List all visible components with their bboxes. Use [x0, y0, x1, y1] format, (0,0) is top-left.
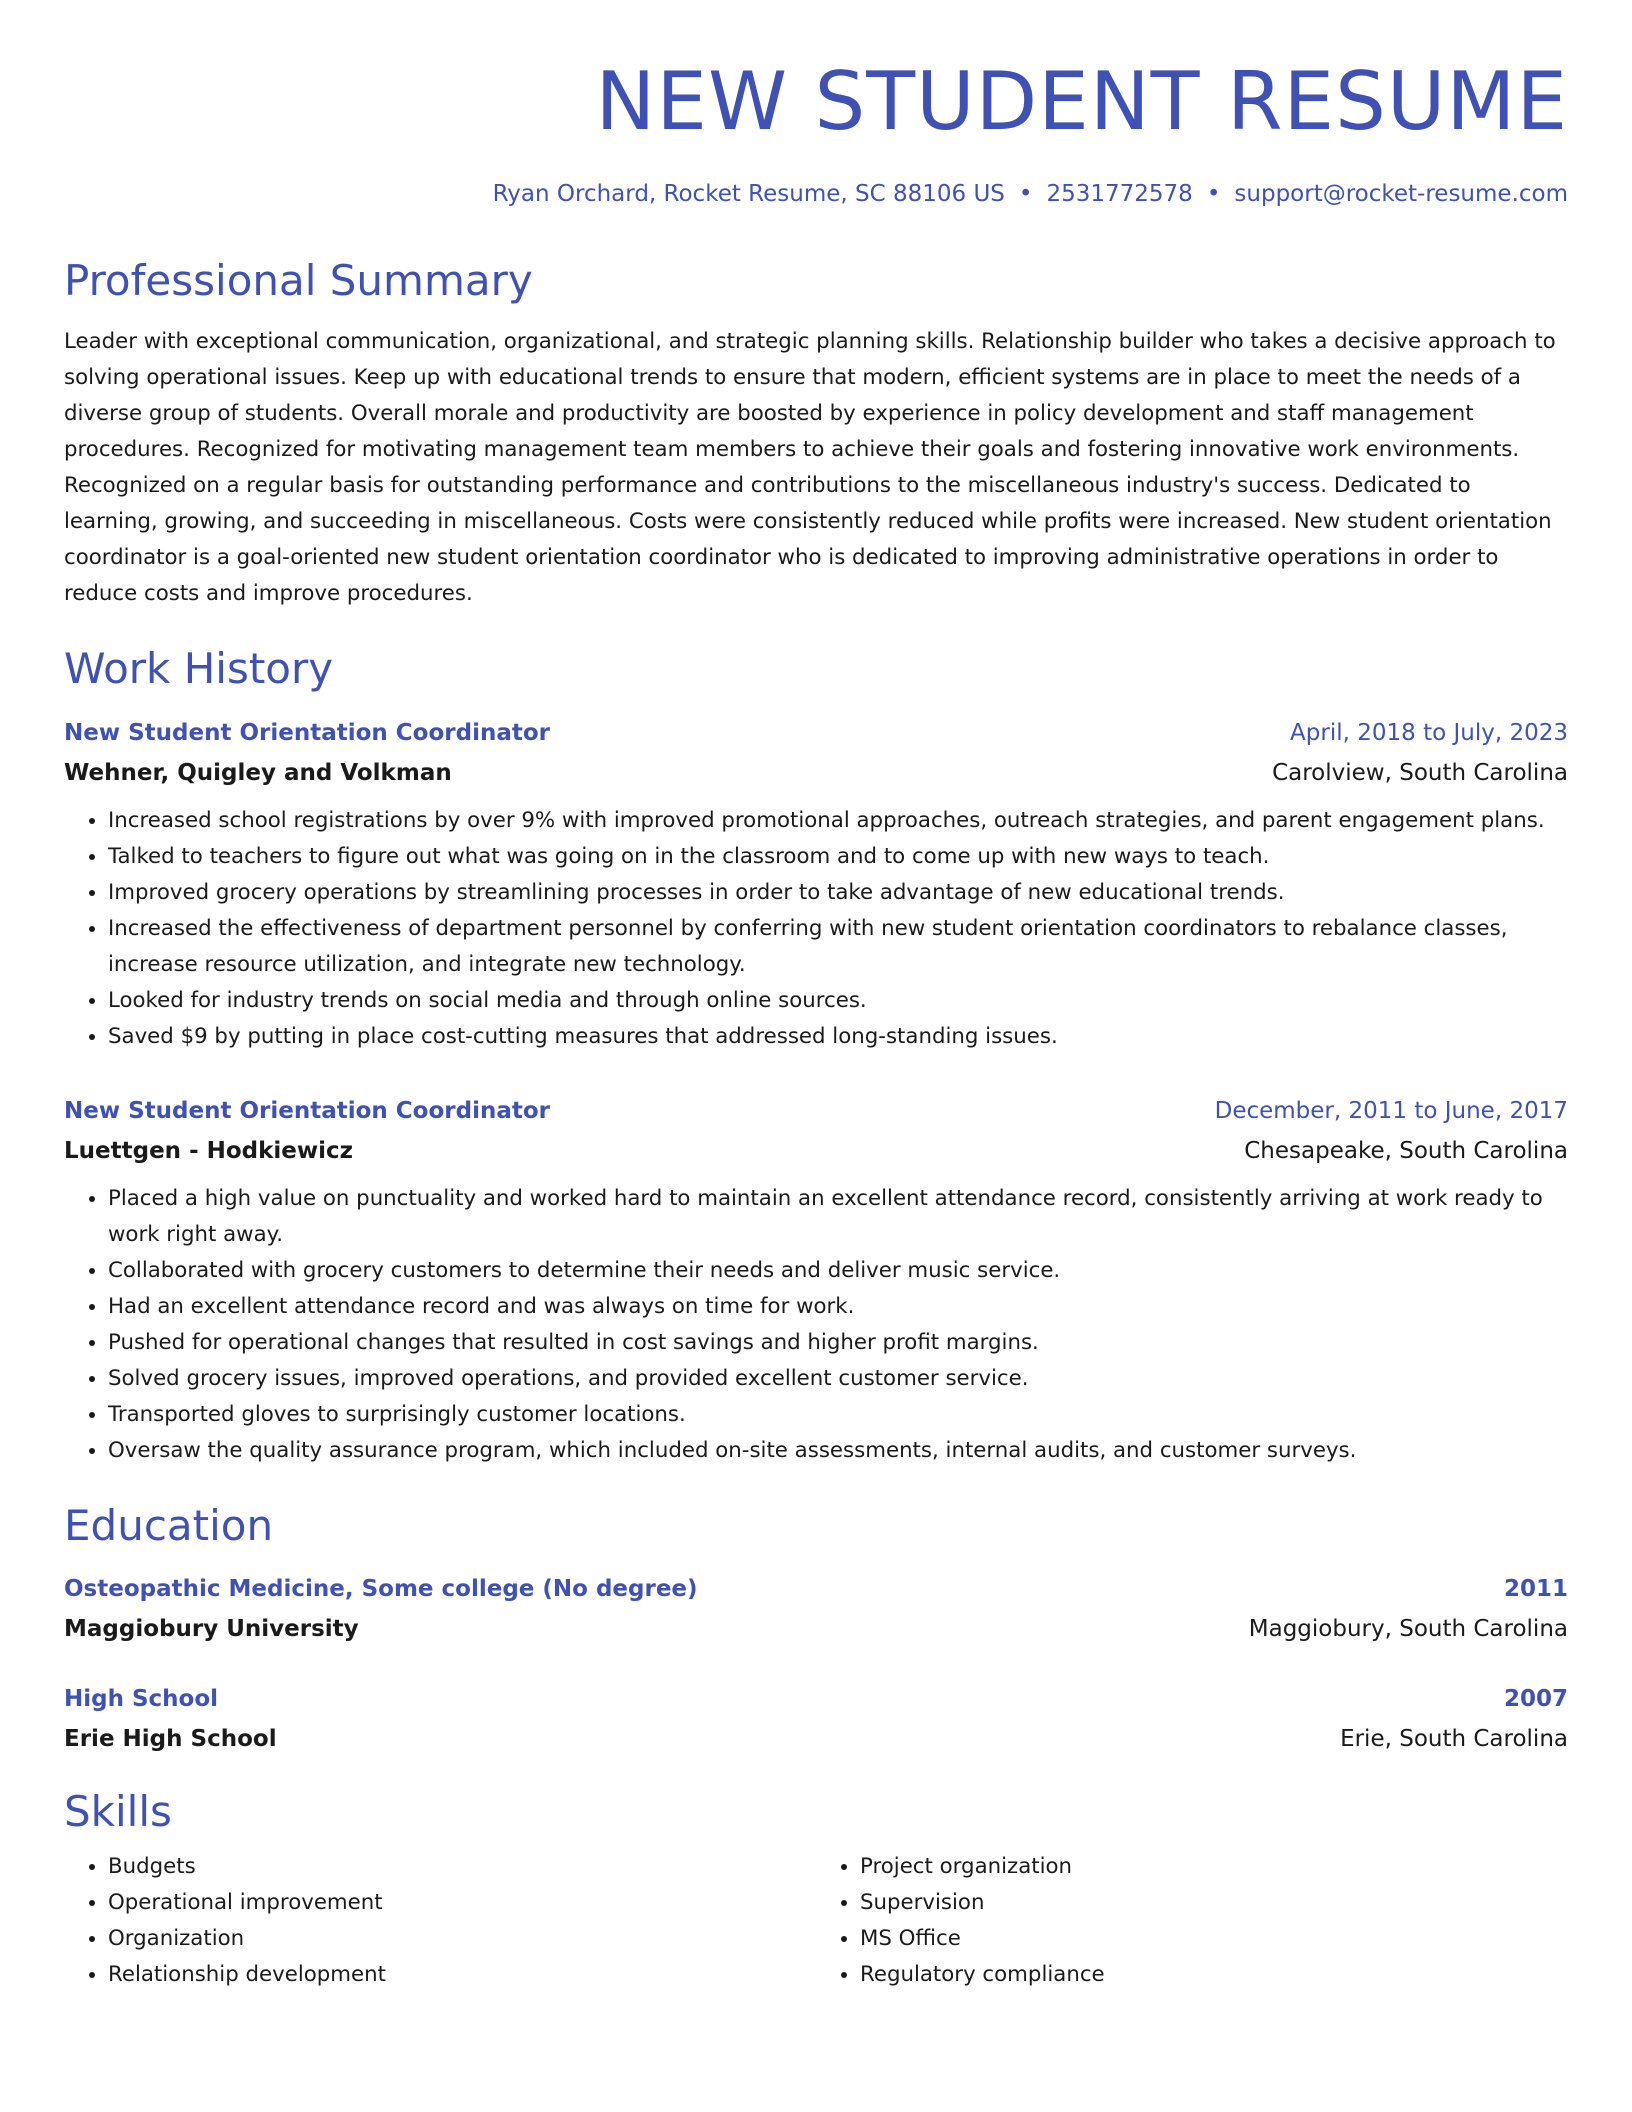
contact-phone: 2531772578: [1046, 181, 1193, 207]
job-bullet: • Pushed for operational changes that resulted in cost savings and higher profit margins.: [108, 1325, 1568, 1361]
job-bullet: • Solved grocery issues, improved operations, and provided excellent customer service.: [108, 1361, 1568, 1397]
skill-item: • MS Office: [860, 1921, 1568, 1957]
contact-separator: •: [1206, 181, 1221, 207]
job-entry: [64, 713, 1568, 1055]
resume-title: NEW STUDENT RESUME: [595, 55, 1568, 148]
skills-section: [64, 1787, 1568, 1993]
summary-text: Leader with exceptional communication, organizational, and strategic planning skills. Relationship builder who takes a decisive approach to solving operational issues. Keep up with educational trends to ensure that modern, efficient systems are in place to meet the needs of a diverse group of students. Overall morale and productivity are boosted by experience in policy development and staff management procedures. Recognized for motivating management team members to achieve their goals and fostering innovative work environments. Recognized on a regular basis for outstanding performance and contributions to the miscellaneous industry's success. Dedicated to learning, growing, and succeeding in miscellaneous. Costs were consistently reduced while profits were increased. New student orientation coordinator is a goal-oriented new student orientation coordinator who is dedicated to improving administrative operations in order to reduce costs and improve procedures.: [64, 329, 1556, 607]
job-bullets: [64, 803, 1568, 1055]
job-bullets: [64, 1181, 1568, 1469]
job-bullet: • Increased the effectiveness of department personnel by conferring with new student orientation coordinators to rebalance classes, increase resource utilization, and integrate new technology.: [108, 911, 1568, 983]
job-title: New Student Orientation Coordinator: [64, 719, 551, 746]
job-bullet: • Increased school registrations by over 9% with improved promotional approaches, outreach strategies, and parent engagement plans.: [108, 803, 1568, 839]
education-degree: Osteopathic Medicine, Some college (No degree): [64, 1576, 698, 1603]
skill-item: • Supervision: [860, 1885, 1568, 1921]
job-dates: December, 2011 to June, 2017: [1214, 1097, 1568, 1124]
summary-section: [64, 256, 1568, 612]
job-bullet: • Saved $9 by putting in place cost-cutting measures that addressed long-standing issues.: [108, 1019, 1568, 1055]
skills-column-left: [64, 1849, 816, 1993]
job-bullet: • Improved grocery operations by streamlining processes in order to take advantage of new educational trends.: [108, 875, 1568, 911]
contact-address: Ryan Orchard, Rocket Resume, SC 88106 US: [492, 181, 1005, 207]
skills-grid: [64, 1849, 1568, 1993]
education-year: 2011: [1503, 1576, 1568, 1603]
section-heading-work: Work History: [64, 644, 334, 694]
skills-column-right: [816, 1849, 1568, 1993]
job-entry: [64, 1091, 1568, 1469]
job-location: Carolview, South Carolina: [1272, 759, 1568, 786]
skill-item: • Regulatory compliance: [860, 1957, 1568, 1993]
work-history-section: [64, 644, 1568, 1468]
education-year: 2007: [1503, 1686, 1568, 1713]
section-heading-summary: Professional Summary: [64, 255, 533, 305]
job-bullet: • Collaborated with grocery customers to determine their needs and deliver music service.: [108, 1253, 1568, 1289]
education-degree: High School: [64, 1686, 219, 1713]
education-entry: [64, 1679, 1568, 1759]
job-bullet: • Placed a high value on punctuality and worked hard to maintain an excellent attendance record, consistently arriving at work ready to work right away.: [108, 1181, 1568, 1253]
job-company: Luettgen - Hodkiewicz: [64, 1137, 354, 1164]
job-location: Chesapeake, South Carolina: [1244, 1137, 1568, 1164]
section-heading-education: Education: [64, 1500, 274, 1550]
education-school: Maggiobury University: [64, 1616, 359, 1643]
education-entry: [64, 1569, 1568, 1649]
skill-item: • Operational improvement: [108, 1885, 816, 1921]
job-bullet: • Oversaw the quality assurance program, which included on-site assessments, internal audits, and customer surveys.: [108, 1433, 1568, 1469]
education-section: [64, 1501, 1568, 1759]
job-bullet: • Looked for industry trends on social media and through online sources.: [108, 983, 1568, 1019]
skill-item: • Budgets: [108, 1849, 816, 1885]
job-bullet: • Transported gloves to surprisingly customer locations.: [108, 1397, 1568, 1433]
skill-item: • Relationship development: [108, 1957, 816, 1993]
skill-item: • Project organization: [860, 1849, 1568, 1885]
education-location: Erie, South Carolina: [1340, 1726, 1568, 1753]
education-school: Erie High School: [64, 1726, 277, 1753]
job-bullet: • Had an excellent attendance record and was always on time for work.: [108, 1289, 1568, 1325]
job-company: Wehner, Quigley and Volkman: [64, 759, 452, 786]
job-title: New Student Orientation Coordinator: [64, 1097, 551, 1124]
job-bullet: • Talked to teachers to figure out what was going on in the classroom and to come up with new ways to teach.: [108, 839, 1568, 875]
education-location: Maggiobury, South Carolina: [1248, 1616, 1568, 1643]
contact-email: support@rocket-resume.com: [1234, 181, 1568, 207]
section-heading-skills: Skills: [64, 1787, 172, 1837]
job-dates: April, 2018 to July, 2023: [1290, 719, 1568, 746]
contact-separator: •: [1018, 181, 1033, 207]
skill-item: • Organization: [108, 1921, 816, 1957]
contact-line: [64, 180, 1568, 210]
